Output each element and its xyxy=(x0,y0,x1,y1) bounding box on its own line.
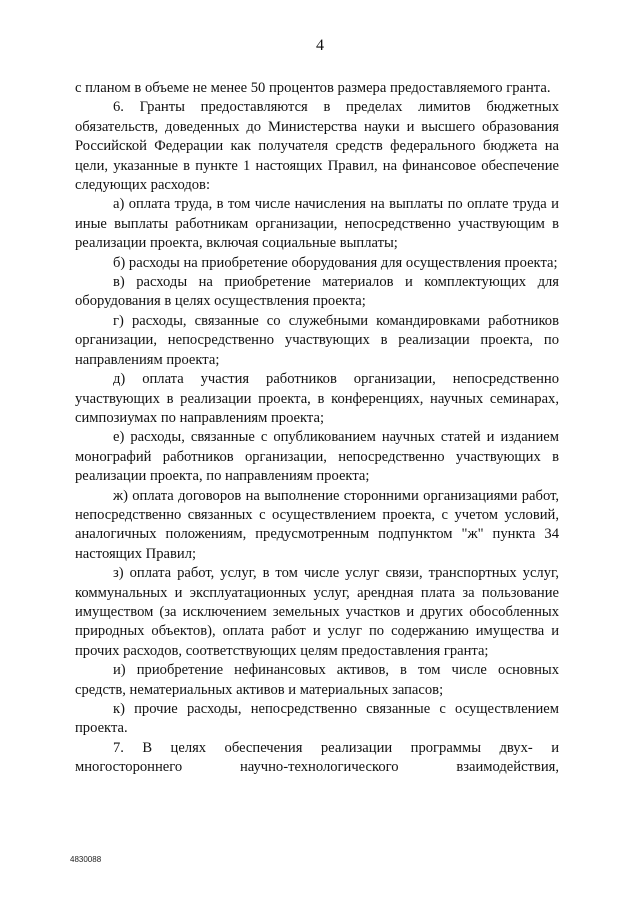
paragraph-subitem-i: и) приобретение нефинансовых активов, в том числе основных средств, нематериальных активов и материальных запасов; xyxy=(75,662,559,698)
paragraph-subitem-k: к) прочие расходы, непосредственно связанные с осуществлением проекта. xyxy=(75,701,559,737)
paragraph-continuation: с планом в объеме не менее 50 процентов размера предоставляемого гранта. xyxy=(75,80,551,96)
paragraph-item-7: 7. В целях обеспечения реализации программы двух- и многостороннего научно-технологического взаимодействия, xyxy=(75,739,559,776)
paragraph-subitem-d: д) оплата участия работников организации, непосредственно участвующих в реализации проекта, в конференциях, научных семинарах, симпозиумах по направлениям проекта; xyxy=(75,371,559,426)
paragraph-subitem-e: е) расходы, связанные с опубликованием научных статей и изданием монографий работников организации, непосредственно участвующих в реализации проекта, по направлениям проекта; xyxy=(75,429,559,485)
paragraph-subitem-v: в) расходы на приобретение материалов и комплектующих для оборудования в целях осуществления проекта; xyxy=(75,274,559,310)
document-code: 4830088 xyxy=(70,855,102,864)
page-number: 4 xyxy=(316,37,324,54)
paragraph-subitem-a: а) оплата труда, в том числе начисления на выплаты по оплате труда и иные выплаты работникам организации, непосредственно участвующим в реализации проекта, включая социальные выплаты; xyxy=(75,196,559,252)
paragraph-subitem-zh: ж) оплата договоров на выполнение сторонними организациями работ, непосредственно связанных с осуществлением проекта, с учетом условий, аналогичных положениям, предусмотренным подпунктом "ж" пункта 34 настоящих Правил; xyxy=(75,487,559,562)
paragraph-subitem-g: г) расходы, связанные со служебными командировками работников организации, непосредственно участвующих в реализации проекта, по направлениям проекта; xyxy=(75,312,559,368)
paragraph-subitem-z: з) оплата работ, услуг, в том числе услуг связи, транспортных услуг, коммунальных и эксплуатационных услуг, арендная плата за пользование имуществом (за исключением земельных участков и других обособленных природных объектов), оплата работ и услуг по содержанию имущества и прочих расходов, соответствующих целям предоставления гранта; xyxy=(75,565,559,659)
paragraph-subitem-b: б) расходы на приобретение оборудования для осуществления проекта; xyxy=(113,254,558,271)
paragraph-item-6: 6. Гранты предоставляются в пределах лимитов бюджетных обязательств, доведенных до Министерства науки и высшего образования Российской Федерации как получателя средств федерального бюджета на цели, указанные в пункте 1 настоящих Правил, на финансовое обеспечение следующих расходов: xyxy=(75,99,559,194)
document-body xyxy=(75,79,559,778)
